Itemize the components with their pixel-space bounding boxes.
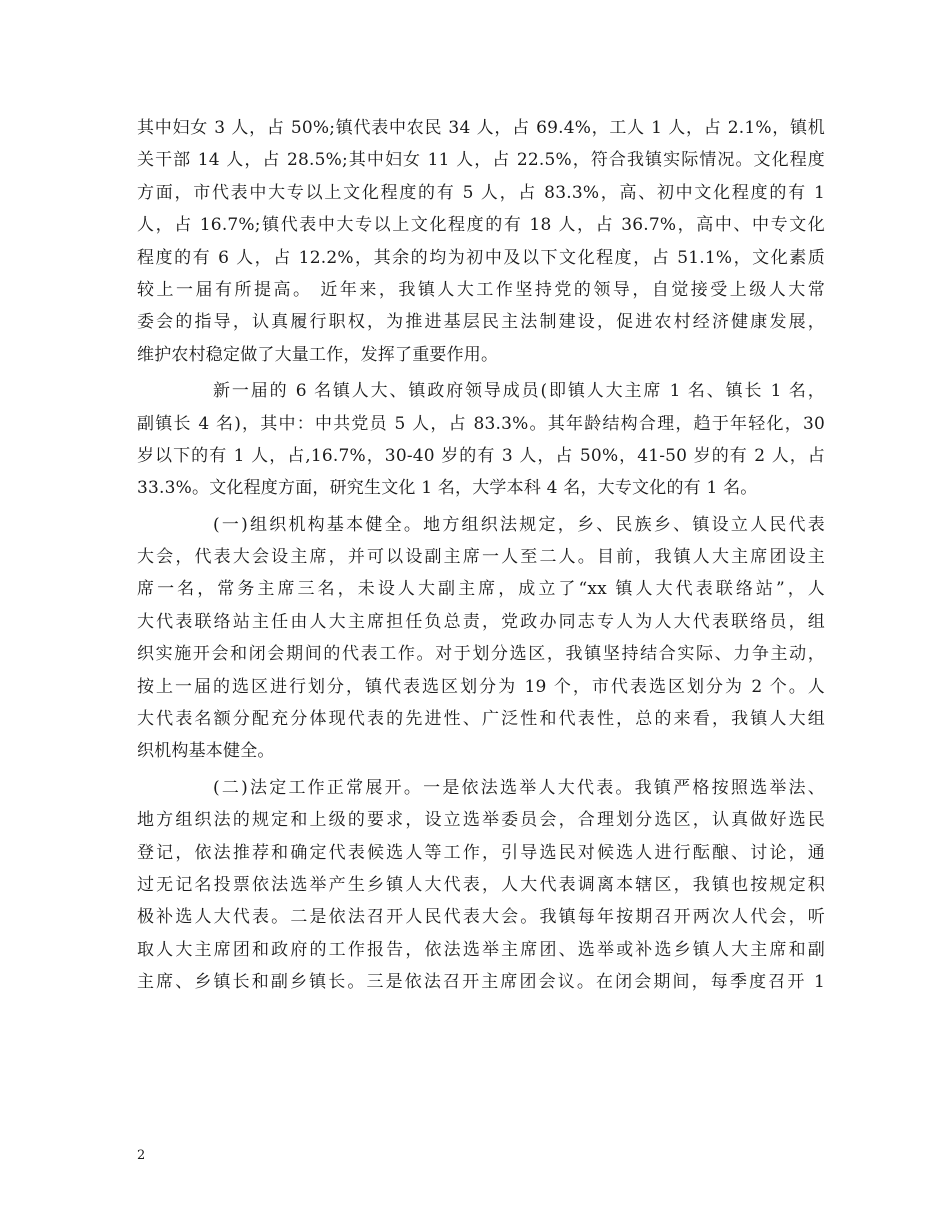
paragraph-3 <box>137 509 825 768</box>
text-line: 副镇长 4 名)，其中：中共党员 5 人，占 83.3%。其年龄结构合理，趋于年轻化，30 <box>137 413 825 434</box>
text-line: 织实施开会和闭会期间的代表工作。对于划分选区，我镇坚持结合实际、力争主动， <box>137 644 825 665</box>
text-line: 席一名，常务主席三名，未设人大副主席，成立了“xx 镇人大代表联络站”，人 <box>137 579 825 600</box>
paragraph-4 <box>137 772 825 999</box>
text-line: 岁以下的有 1 人，占,16.7%，30-40 岁的有 3 人，占 50%，41-50 岁的有 2 人，占 <box>137 445 825 466</box>
text-line: 地方组织法的规定和上级的要求，设立选举委员会，合理划分选区，认真做好选民 <box>137 810 825 831</box>
text-line: 大代表名额分配充分体现代表的先进性、广泛性和代表性，总的来看，我镇人大组 <box>137 709 825 730</box>
text-line: 新一届的 6 名镇人大、镇政府领导成员(即镇人大主席 1 名、镇长 1 名， <box>213 381 825 402</box>
text-line: 方面，市代表中大专以上文化程度的有 5 人，占 83.3%，高、初中文化程度的有 1 <box>137 182 825 203</box>
text-line: 程度的有 6 人，占 12.2%，其余的均为初中及以下文化程度，占 51.1%，文化素质 <box>137 247 825 268</box>
paragraph-1 <box>137 112 825 371</box>
text-line: 关干部 14 人，占 28.5%;其中妇女 11 人，占 22.5%，符合我镇实际情况。文化程度 <box>137 150 825 171</box>
text-line: 按上一届的选区进行划分，镇代表选区划分为 19 个，市代表选区划分为 2 个。人 <box>137 676 825 697</box>
text-line: 较上一届有所提高。 近年来，我镇人大工作坚持党的领导，自觉接受上级人大常 <box>137 279 825 300</box>
text-line: 委会的指导，认真履行职权，为推进基层民主法制建设，促进农村经济健康发展， <box>137 312 825 333</box>
text-line: 大会，代表大会设主席，并可以设副主席一人至二人。目前，我镇人大主席团设主 <box>137 547 825 568</box>
text-line: 主席、乡镇长和副乡镇长。三是依法召开主席团会议。在闭会期间，每季度召开 1 <box>137 972 825 993</box>
text-line: 过无记名投票依法选举产生乡镇人大代表，人大代表调离本辖区，我镇也按规定积 <box>137 874 825 895</box>
text-line: 人，占 16.7%;镇代表中大专以上文化程度的有 18 人，占 36.7%，高中、中专文化 <box>137 215 825 236</box>
text-line: 33.3%。文化程度方面，研究生文化 1 名，大学本科 4 名，大专文化的有 1 名。 <box>137 478 758 499</box>
text-line: 大代表联络站主任由人大主席担任负总责，党政办同志专人为人大代表联络员，组 <box>137 611 825 632</box>
paragraph-2 <box>137 375 825 505</box>
text-line: 其中妇女 3 人，占 50%;镇代表中农民 34 人，占 69.4%，工人 1 人，占 2.1%，镇机 <box>137 118 825 138</box>
text-line: (二)法定工作正常展开。一是依法选举人大代表。我镇严格按照选举法、 <box>213 777 825 798</box>
text-line: 极补选人大代表。二是依法召开人民代表大会。我镇每年按期召开两次人代会，听 <box>137 907 825 928</box>
text-line: 取人大主席团和政府的工作报告，依法选举主席团、选举或补选乡镇人大主席和副 <box>137 939 825 960</box>
text-line: 织机构基本健全。 <box>137 741 275 762</box>
page-number: 2 <box>137 1148 146 1163</box>
text-line: 登记，依法推荐和确定代表候选人等工作，引导选民对候选人进行酝酿、讨论，通 <box>137 842 825 863</box>
document-body <box>137 112 825 999</box>
text-line: 维护农村稳定做了大量工作，发挥了重要作用。 <box>137 344 499 365</box>
text-line: (一)组织机构基本健全。地方组织法规定，乡、民族乡、镇设立人民代表 <box>213 514 825 535</box>
